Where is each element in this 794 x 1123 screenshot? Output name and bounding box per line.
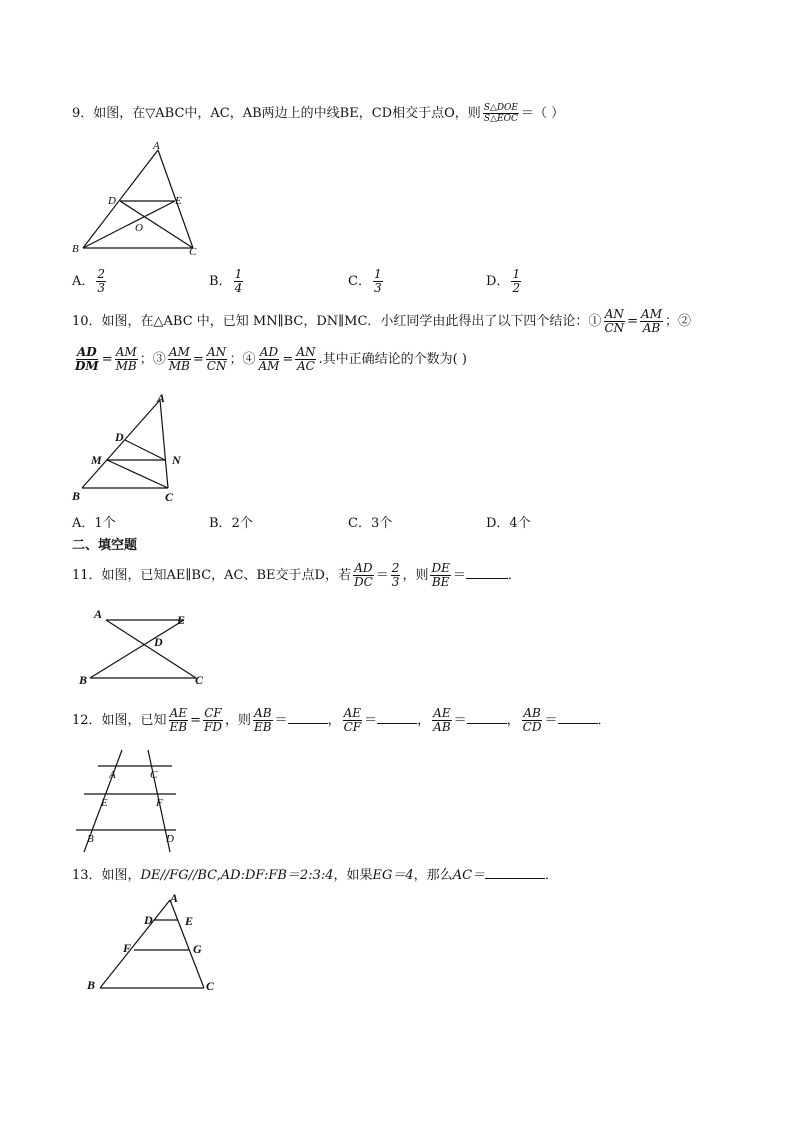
q10-c4-left: $\frac{AD}{AM}$	[258, 345, 280, 373]
q9-text: 9．如图，在▽ABC中，AC，AB两边上的中线BE，CD相交于点O，则	[72, 106, 481, 121]
q12-label-e: E	[101, 797, 108, 809]
q10-text: 10．如图，在△ABC 中，已知 MN∥BC，DN∥MC．小红同学由此得出了以下四个结论：①	[72, 314, 602, 329]
q12-answer-blank-3[interactable]	[467, 723, 507, 724]
q10-stem-line1: 10．如图，在△ABC 中，已知 MN∥BC，DN∥MC．小红同学由此得出了以下四个结论：① $\frac{AN}{CN}$ = $\frac{AM}{AB}$ ；②	[72, 307, 691, 335]
q13-condition: EG＝4	[372, 868, 414, 883]
q11-label-a: A	[94, 607, 103, 621]
q10-c4-right: $\frac{AN}{AC}$	[296, 345, 316, 373]
q10-segment-dn	[125, 440, 165, 460]
q9-label-d: D	[108, 195, 116, 207]
q9-option-c[interactable]: C． $\frac{1}{3}$	[348, 267, 382, 295]
q13-label-b: B	[87, 978, 96, 992]
q11-stem: 11．如图，已知AE∥BC，AC、BE交于点D，若 $\frac{AD}{DC}$ ＝ $\frac{2}{3}$ ，则 $\frac{DE}{BE}$ ＝ ．	[72, 561, 521, 589]
q11-figure	[76, 600, 216, 692]
q9-area-ratio: $\frac{\text{S△DOE}}{\text{S△EOC}}$	[483, 103, 519, 124]
q10-c1-right: $\frac{AM}{AB}$	[641, 307, 662, 335]
q10-label-a: A	[157, 391, 166, 405]
q9-label-c: C	[189, 246, 197, 258]
q13-label-g: G	[193, 942, 202, 956]
q10-stem-line2: $\frac{AD}{DM}$ = $\frac{AM}{MB}$ ；③ $\frac{AM}{MB}$ = $\frac{AN}{CN}$ ；④ $\frac{AD}{AM}$ = $\frac{AN}{AC}$ .其中正确结论的个数为( )	[75, 345, 467, 373]
q10-side-ab	[82, 400, 160, 488]
q11-segment-ac	[106, 620, 196, 678]
q9-median-cd	[120, 201, 193, 248]
q13-answer-blank[interactable]	[485, 878, 545, 879]
q11-label-c: C	[195, 673, 204, 687]
q12-label-d: D	[166, 833, 174, 845]
q11-label-e: E	[177, 613, 186, 627]
q9-option-d[interactable]: D． $\frac{1}{2}$	[486, 267, 521, 295]
q12-text: 12．如图，已知	[72, 713, 167, 728]
q13-expression: DE//FG//BC,AD:DF:FB＝2:3:4	[140, 868, 334, 883]
q13-stem: 13．如图，DE//FG//BC,AD:DF:FB＝2:3:4，如果EG＝4，那么AC＝ ．	[72, 868, 559, 883]
q12-label-f: F	[156, 797, 163, 809]
q10-option-c[interactable]: C．3个	[348, 516, 393, 531]
q10-segment-mc	[107, 460, 168, 488]
q11-text: 11．如图，已知AE∥BC，AC、BE交于点D，若	[72, 568, 351, 583]
q10-option-d[interactable]: D．4个	[486, 516, 531, 531]
q10-label-m: M	[91, 453, 102, 467]
q13-text: 13．如图，	[72, 868, 141, 883]
q10-label-b: B	[72, 489, 81, 503]
q13-label-a: A	[170, 891, 179, 905]
q10-figure	[68, 390, 198, 508]
q13-label-e: E	[185, 914, 194, 928]
q10-side-ac	[160, 400, 168, 488]
q12-answer-blank-4[interactable]	[558, 723, 598, 724]
section-heading-fill-in: 二、填空题	[72, 538, 138, 553]
q12-label-b: B	[87, 833, 94, 845]
q9-figure	[68, 140, 208, 262]
q9-option-a[interactable]: A． $\frac{2}{3}$	[72, 267, 106, 295]
q10-c1-left: $\frac{AN}{CN}$	[604, 307, 625, 335]
q13-label-f: F	[123, 941, 132, 955]
q12-stem: 12．如图，已知 $\frac{AE}{EB}$ = $\frac{CF}{FD}$ ，则 $\frac{AB}{EB}$ ＝ ， $\frac{AE}{CF}$ ＝ ， $\frac{AE}{AB}$ ＝ ， $\frac{AB}{CD}$ ＝ ．	[72, 706, 611, 734]
q10-option-b[interactable]: B．2个	[209, 516, 253, 531]
q10-label-c: C	[165, 490, 174, 504]
q13-label-c: C	[206, 979, 215, 993]
q10-c2-left: $\frac{AD}{DM}$	[75, 345, 99, 373]
q12-label-a: A	[109, 769, 116, 781]
q9-option-b[interactable]: B． $\frac{1}{4}$	[209, 267, 243, 295]
q9-label-a: A	[153, 140, 160, 152]
q11-label-b: B	[79, 673, 88, 687]
q10-option-a[interactable]: A．1个	[72, 516, 116, 531]
q9-label-o: O	[135, 222, 143, 234]
q10-c3-right: $\frac{AN}{CN}$	[206, 345, 227, 373]
q9-median-be	[83, 201, 175, 248]
q12-answer-blank-1[interactable]	[288, 723, 328, 724]
q11-answer-blank[interactable]	[466, 578, 508, 579]
q12-figure	[70, 748, 190, 856]
q10-label-n: N	[172, 453, 181, 467]
q13-side-ab	[100, 900, 170, 988]
q11-segment-be	[90, 620, 184, 678]
q9-label-b: B	[72, 243, 79, 255]
q10-c2-right: $\frac{AM}{MB}$	[115, 345, 137, 373]
q10-label-d: D	[115, 430, 124, 444]
q11-label-d: D	[154, 635, 163, 649]
q9-side-ab	[83, 150, 158, 248]
q9-stem	[72, 103, 564, 124]
q9-answer-paren: ＝（ ）	[521, 106, 565, 121]
q13-label-d: D	[144, 913, 153, 927]
q9-label-e: E	[175, 195, 182, 207]
q12-answer-blank-2[interactable]	[377, 723, 417, 724]
q12-label-c: C	[150, 769, 158, 781]
q13-figure	[82, 890, 232, 998]
q10-c3-left: $\frac{AM}{MB}$	[168, 345, 190, 373]
